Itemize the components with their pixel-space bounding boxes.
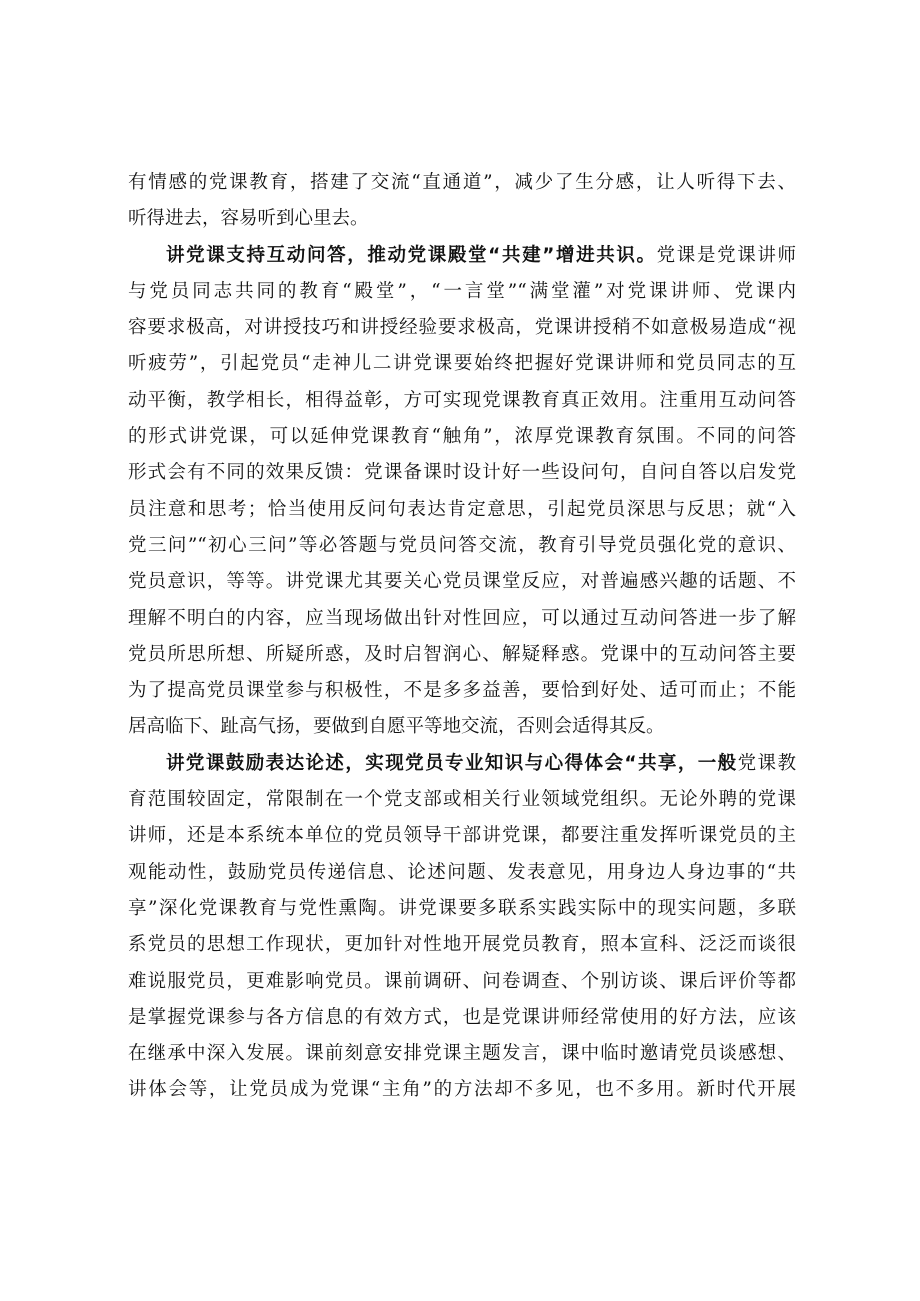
text-line: 党员所思所想、所疑所惑，及时启智润心、解疑释惑。党课中的互动问答主要 — [128, 643, 796, 665]
text-line: 观能动性，鼓励党员传递信息、论述问题、发表意见，用身边人身边事的“共 — [128, 861, 796, 883]
text-line: 党员意识，等等。讲党课尤其要关心党员课堂反应，对普遍感兴趣的话题、不 — [128, 571, 796, 593]
text-line: 为了提高党员课堂参与积极性，不是多多益善，要恰到好处、适可而止；不能 — [128, 680, 796, 702]
text-line: 的形式讲党课，可以延伸党课教育“触角”，浓厚党课教育氛围。不同的问答 — [128, 426, 796, 448]
text-line: 讲师，还是本系统本单位的党员领导干部讲党课，都要注重发挥听课党员的主 — [128, 825, 796, 847]
text-line: 享”深化党课教育与党性熏陶。讲党课要多联系实践实际中的现实问题，多联 — [128, 897, 796, 919]
paragraph-2-heading: 讲党课支持互动问答，推动党课殿堂“共建”增进共识。 — [166, 244, 657, 266]
text-line: 在继承中深入发展。课前刻意安排党课主题发言，课中临时邀请党员谈感想、 — [128, 1043, 796, 1065]
paragraph-2-line1-rest: 党课是党课讲师 — [656, 244, 796, 266]
paragraph-2-first-line — [128, 238, 796, 274]
paragraph-3-first-line — [128, 746, 796, 782]
paragraph-2 — [128, 238, 796, 746]
document-page — [128, 165, 796, 1109]
text-line: 党三问”“初心三问”等必答题与党员问答交流，教育引导党员强化党的意识、 — [128, 534, 796, 556]
text-line: 员注意和思考；恰当使用反问句表达肯定意思，引起党员深思与反思；就“入 — [128, 498, 796, 520]
text-line: 居高临下、趾高气扬，要做到自愿平等地交流，否则会适得其反。 — [128, 716, 665, 738]
text-line: 形式会有不同的效果反馈：党课备课时设计好一些设问句，自问自答以启发党 — [128, 462, 796, 484]
text-line: 理解不明白的内容，应当现场做出针对性回应，可以通过互动问答进一步了解 — [128, 607, 796, 629]
text-line: 动平衡，教学相长，相得益彰，方可实现党课教育真正效用。注重用互动问答 — [128, 389, 796, 411]
text-line: 听疲劳”，引起党员“走神儿二讲党课要始终把握好党课讲师和党员同志的互 — [128, 353, 796, 375]
text-line: 难说服党员，更难影响党员。课前调研、问卷调查、个别访谈、课后评价等都 — [128, 970, 796, 992]
text-line: 是掌握党课参与各方信息的有效方式，也是党课讲师经常使用的好方法，应该 — [128, 1006, 796, 1028]
paragraph-3-heading: 讲党课鼓励表达论述，实现党员专业知识与心得体会“共享，一般 — [166, 752, 738, 774]
text-line: 有情感的党课教育，搭建了交流“直通道”，减少了生分感，让人听得下去、 — [128, 172, 796, 193]
paragraph-3 — [128, 746, 796, 1109]
text-line: 听得进去，容易听到心里去。 — [128, 208, 369, 230]
text-line: 容要求极高，对讲授技巧和讲授经验要求极高，党课讲授稍不如意极易造成“视 — [128, 317, 796, 339]
text-line: 育范围较固定，常限制在一个党支部或相关行业领域党组织。无论外聘的党课 — [128, 789, 796, 811]
paragraph-1 — [128, 165, 796, 238]
text-line: 讲体会等，让党员成为党课“主角”的方法却不多见，也不多用。新时代开展 — [128, 1079, 796, 1101]
text-line: 与党员同志共同的教育“殿堂”，“一言堂”“满堂灌”对党课讲师、党课内 — [128, 280, 796, 302]
paragraph-3-line1-rest: 党课教 — [737, 752, 796, 774]
text-line: 系党员的思想工作现状，更加针对性地开展党员教育，照本宣科、泛泛而谈很 — [128, 934, 796, 956]
